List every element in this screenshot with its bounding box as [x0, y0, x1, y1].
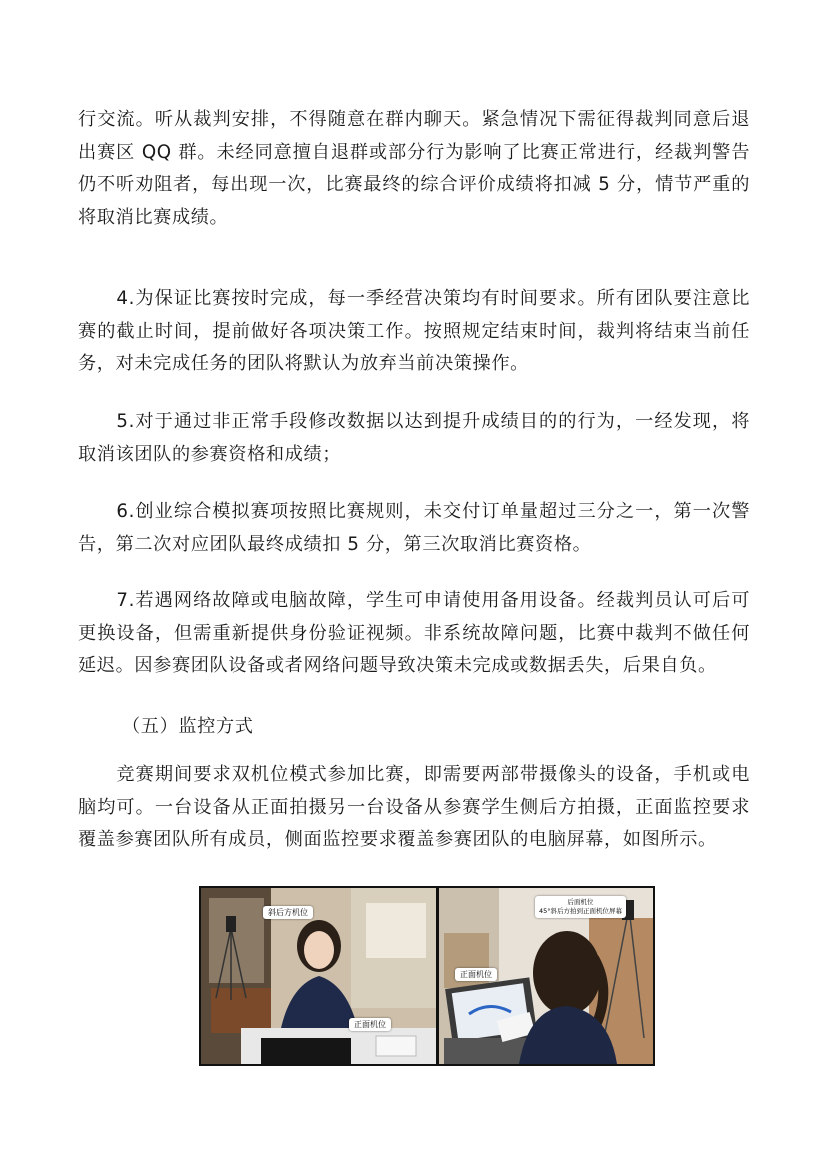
paragraph-rule-5: 5.对于通过非正常手段修改数据以达到提升成绩目的的行为，一经发现，将取消该团队的参赛资格和成绩；	[78, 411, 750, 465]
rear-view-photo	[439, 888, 653, 1064]
rear-camera-label: 斜后方机位	[263, 906, 313, 919]
paragraph-rule-6: 6.创业综合模拟赛项按照比赛规则，未交付订单量超过三分之一，第一次警告，第二次对应团队最终成绩扣 5 分，第三次取消比赛资格。	[78, 501, 750, 555]
front-view-photo	[201, 888, 436, 1064]
rear-camera-note	[535, 896, 626, 918]
monitoring-setup-figure	[199, 886, 655, 1066]
front-camera-label: 正面机位	[349, 1018, 391, 1031]
paragraph-continued-rules: 行交流。听从裁判安排，不得随意在群内聊天。紧急情况下需征得裁判同意后退出赛区 QQ 群。未经同意擅自退群或部分行为影响了比赛正常进行，经裁判警告仍不听劝阻者，每出现一次，比赛最终的综合评价成绩将扣减 5 分，情节严重的将取消比赛成绩。	[78, 109, 750, 228]
paragraph-monitoring-method: 竞赛期间要求双机位模式参加比赛，即需要两部带摄像头的设备，手机或电脑均可。一台设备从正面拍摄另一台设备从参赛学生侧后方拍摄，正面监控要求覆盖参赛团队所有成员，侧面监控要求覆盖参赛团队的电脑屏幕，如图所示。	[78, 764, 750, 850]
rear-camera-description: 45°斜后方拍到正面机位屏幕	[539, 907, 623, 915]
section-heading-monitoring: （五）监控方式	[122, 716, 254, 737]
rear-camera-label: 后面机位	[567, 898, 594, 906]
front-view-illustration	[201, 888, 436, 1064]
front-camera-label: 正面机位	[455, 968, 497, 981]
paragraph-rule-7: 7.若遇网络故障或电脑故障，学生可申请使用备用设备。经裁判员认可后可更换设备，但需重新提供身份验证视频。非系统故障问题，比赛中裁判不做任何延迟。因参赛团队设备或者网络问题导致决策未完成或数据丢失，后果自负。	[78, 590, 750, 676]
paragraph-rule-4: 4.为保证比赛按时完成，每一季经营决策均有时间要求。所有团队要注意比赛的截止时间，提前做好各项决策工作。按照规定结束时间，裁判将结束当前任务，对未完成任务的团队将默认为放弃当前决策操作。	[78, 288, 750, 374]
